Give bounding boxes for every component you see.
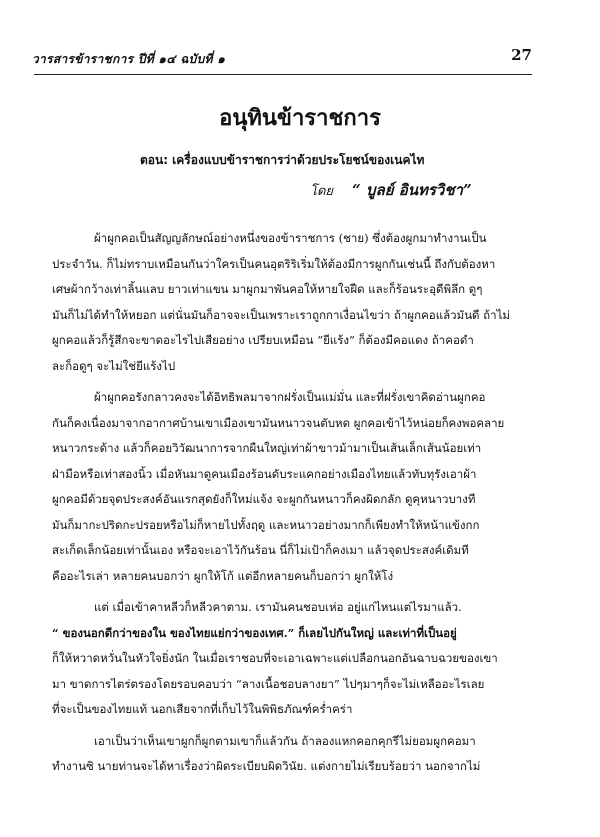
body-line: ที่จะเป็นของไทยแท้ นอกเสียจากที่เก็บไว้ในพิพิธภัณฑ์คร่ำคร่า: [52, 702, 353, 716]
byline: [310, 178, 472, 202]
body-line: แต่ เมื่อเข้าคาหลีวก็หลีวคาตาม. เรามันคนชอบเห่อ อยู่แก่ไหนแต่ไรมาแล้ว.: [94, 600, 462, 614]
body-line: ผูกคอมีด้วยจุดประสงค์อันแรกสุดยังก็ใหม่แจ้ง จะผูกกันหนาวก็คงผิดกลัก ดูคุหนาวบางที: [52, 492, 476, 506]
body-line-quote: [52, 621, 542, 647]
article-body: [52, 226, 542, 780]
body-line: ผูกคอแล้วก็รู้สึกจะขาดอะไรไปเสียอย่าง เปรียบเหมือน “ยีแร้ง” ก็ต้องมีคอแดง ถ้าคอดำ: [52, 333, 474, 347]
body-line: หนาวกระด้าง แล้วก็คอยวิวัฒนาการจากผืนใหญ่เท่าผ้าขาวม้ามาเป็นเส้นเล็กเส้นน้อยเท่า: [52, 441, 482, 455]
article-subtitle: ตอน: เครื่องแบบข้าราชการว่าด้วยประโยชน์ของเนคไท: [140, 153, 425, 167]
body-line: ฝ่ามือหรือเท่าสองนิ้ว เมื่อหันมาดูคนเมืองร้อนดับระแคกอย่างเมืองไทยแล้วทับทุรังเอาผ้า: [52, 466, 477, 481]
body-line: มันก็มากะปริดกะปรอยหรือไม่ก็หายไปทั้งฤดู และหนาวอย่างมากก็เพียงทำให้หน้าแข้งกก: [52, 517, 480, 532]
body-line: สะเก็ดเล็กน้อยเท่านั้นเอง หรือจะเอาไว้กันร้อน นี่ก็ไม่เป้าก็คงเมา แล้วจุดประสงค์เดิมที: [52, 543, 469, 557]
body-line: เอาเป็นว่าเห็นเขาผูกก็ผูกตามเขาก็แล้วกัน ถ้าลองแหกคอกคุกรีไม่ยอมผูกคอมา: [94, 733, 476, 748]
quote-text: “ ของนอกดีกว่าของใน ของไทยแย่กว่าของเทศ.” ก็เลยไปกันใหญ่ และเท่าที่เป็นอยู่: [52, 625, 457, 640]
body-line: ผ้าผูกคอรังกลาวคงจะได้อิทธิพลมาจากฝรั่งเป็นแม่มั่น และที่ฝรั่งเขาคิดอ่านผูกคอ: [94, 390, 486, 404]
body-line: ประจำวัน. ก็ไม่ทราบเหมือนกันว่าใครเป็นคนอุตริริเริ่มให้ต้องมีการผูกกันเช่นนี้ ถึงกับต้องหา: [52, 256, 496, 271]
body-line: คืออะไรเล่า หลายคนบอกว่า ผูกให้โก้ แต่อีกหลายคนก็บอกว่า ผูกให้โง่: [52, 568, 394, 583]
header-rule: [34, 74, 532, 75]
body-line: ผ้าผูกคอเป็นสัญญลักษณ์อย่างหนึ่งของข้าราชการ (ชาย) ซึ่งต้องผูกมาทำงานเป็น: [94, 231, 487, 245]
page-number: 27: [511, 46, 532, 64]
body-line: กันก็คงเนื่องมาจากอากาศบ้านเขาเมืองเขามันหนาวจนตับหด ผูกคอเข้าไว้หน่อยก็คงพอคลาย: [52, 415, 505, 430]
body-line: มันก็ไม่ได้ทำให้หยอก แต่นั่นมันก็อาจจะเป็นเพราะเราถูกกาเงื่อนไขว่า ถ้าผูกคอแล้วมันดี ถ้าไม่: [52, 307, 510, 322]
running-header: [32, 46, 532, 72]
body-line: ทำงานซิ นายท่านจะได้หาเรื่องว่าผิดระเบียบผิดวินัย. แต่งกายไม่เรียบร้อยว่า นอกจากไม่: [52, 759, 481, 773]
journal-name: วารสารข้าราชการ ปีที่ ๑๔ ฉบับที่ ๑: [32, 52, 226, 66]
body-line: ละก็อดูๆ จะไม่ใช่ยีแร้งไป: [52, 358, 176, 373]
author-name: “ บูลย์ อินทรวิชา”: [352, 181, 472, 199]
body-line: เศษผ้ากว้างเท่าลิ้นแลบ ยาวเท่าแขน มาผูกมาพันคอให้หายใจฝืด และก็ร้อนระอุดีพิลึก ดูๆ: [52, 282, 483, 296]
body-line: มา ขาดการไตร่ตรองโดยรอบคอบว่า “ลางเนื้อชอบลางยา” ไปๆมาๆก็จะไม่เหลืออะไรเลย: [52, 676, 485, 691]
byline-prefix: โดย: [310, 184, 334, 199]
article-title: อนุทินข้าราชการ: [219, 105, 381, 131]
body-line: ก็ให้หวาดหวั่นในหัวใจยิ่งนัก ในเมื่อเราชอบที่จะเอาเฉพาะแต่เปลือกนอกอันฉาบฉวยของเขา: [52, 651, 498, 665]
